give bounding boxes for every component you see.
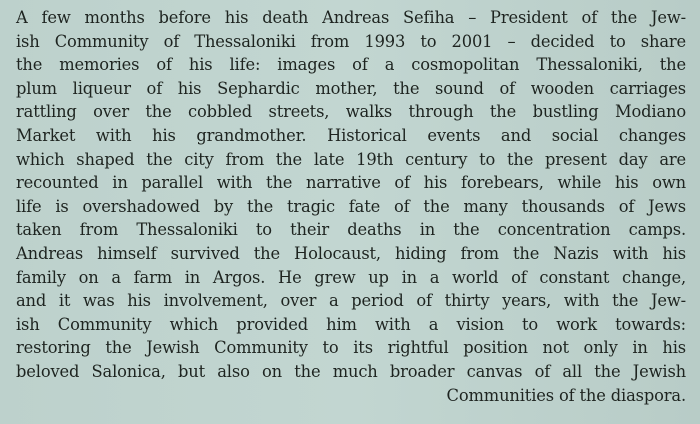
text-line-last: Communities of the diaspora.	[446, 385, 686, 405]
text-line: Market with his grandmother. Historical events and social changes	[16, 125, 686, 145]
text-line: which shaped the city from the late 19th century to the present day are	[16, 149, 686, 169]
text-line: restoring the Jewish Community to its rightful position not only in his	[16, 338, 686, 358]
text-line: A few months before his death Andreas Sefiha – President of the Jew-	[16, 8, 686, 27]
text-line: and it was his involvement, over a period of thirty years, with the Jew-	[16, 291, 686, 311]
biography-paragraph	[16, 6, 686, 407]
text-line: the memories of his life: images of a cosmopolitan Thessaloniki, the	[16, 55, 686, 75]
text-line: life is overshadowed by the tragic fate of the many thousands of Jews	[16, 196, 686, 216]
text-line: plum liqueur of his Sephardic mother, the sound of wooden carriages	[16, 78, 686, 98]
text-line: rattling over the cobbled streets, walks through the bustling Modiano	[16, 102, 686, 122]
text-line: family on a farm in Argos. He grew up in a world of constant change,	[16, 267, 686, 287]
text-line: ish Community of Thessaloniki from 1993 to 2001 – decided to share	[16, 31, 686, 51]
text-line: recounted in parallel with the narrative of his forebears, while his own	[16, 173, 686, 193]
text-line: taken from Thessaloniki to their deaths in the concentration camps.	[16, 220, 686, 240]
text-line: beloved Salonica, but also on the much broader canvas of all the Jewish	[16, 361, 686, 381]
text-line: Andreas himself survived the Holocaust, hiding from the Nazis with his	[16, 243, 686, 263]
text-line: ish Community which provided him with a vision to work towards:	[16, 314, 686, 334]
